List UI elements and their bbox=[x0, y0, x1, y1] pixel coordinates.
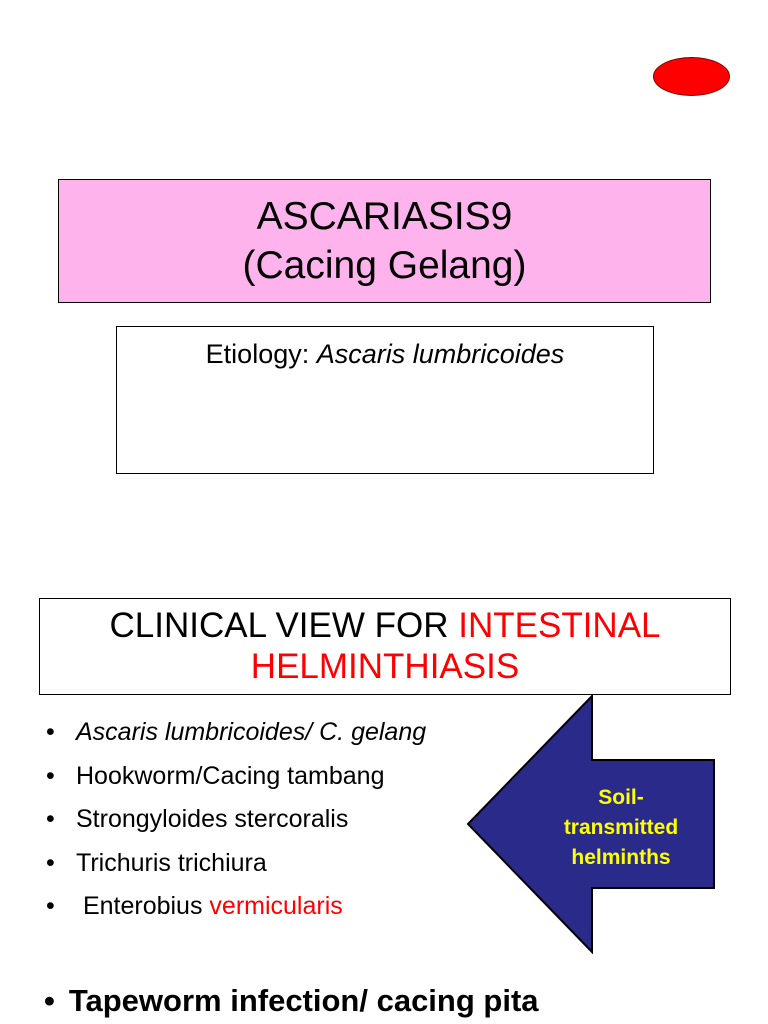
arrow-label bbox=[548, 783, 694, 873]
clinical-highlight-2: HELMINTHIASIS bbox=[250, 647, 520, 686]
bullet: • bbox=[46, 761, 55, 790]
arrow-label-line-3: helminths bbox=[571, 846, 671, 869]
title-box bbox=[58, 179, 711, 303]
etiology-organism: Ascaris lumbricoides bbox=[316, 339, 565, 369]
list-item bbox=[44, 802, 504, 846]
arrow-label-line-1: Soil- bbox=[598, 786, 644, 809]
list-item-text: Hookworm/Cacing tambang bbox=[76, 761, 385, 790]
helminth-list bbox=[44, 715, 504, 933]
list-item-text: Trichuris trichiura bbox=[76, 848, 267, 877]
tapeworm-text: Tapeworm infection/ cacing pita bbox=[68, 983, 539, 1018]
list-item-text: Strongyloides stercoralis bbox=[76, 805, 349, 833]
clinical-highlight-1: INTESTINAL bbox=[458, 606, 661, 645]
bullet: • bbox=[46, 892, 55, 920]
bullet: • bbox=[46, 718, 55, 746]
etiology-label: Etiology: bbox=[205, 339, 317, 369]
bullet: • bbox=[46, 805, 55, 833]
title-line-2: (Cacing Gelang) bbox=[242, 244, 527, 287]
clinical-prefix: CLINICAL VIEW FOR bbox=[109, 606, 459, 645]
title-line-1: ASCARIASIS9 bbox=[256, 195, 513, 238]
arrow-label-line-2: transmitted bbox=[563, 816, 679, 839]
red-oval-shape bbox=[653, 57, 730, 96]
tapeworm-item bbox=[44, 983, 539, 1019]
list-item bbox=[44, 759, 504, 803]
list-item bbox=[44, 715, 504, 759]
list-item-highlight: vermicularis bbox=[209, 892, 343, 920]
bullet: • bbox=[46, 848, 55, 877]
list-item bbox=[44, 846, 504, 890]
list-item-text: Ascaris lumbricoides/ C. gelang bbox=[76, 718, 427, 746]
clinical-view-heading bbox=[39, 598, 731, 695]
list-item-text: Enterobius bbox=[76, 892, 210, 920]
list-item bbox=[44, 889, 504, 933]
bullet: • bbox=[44, 983, 55, 1018]
etiology-box bbox=[116, 326, 654, 474]
